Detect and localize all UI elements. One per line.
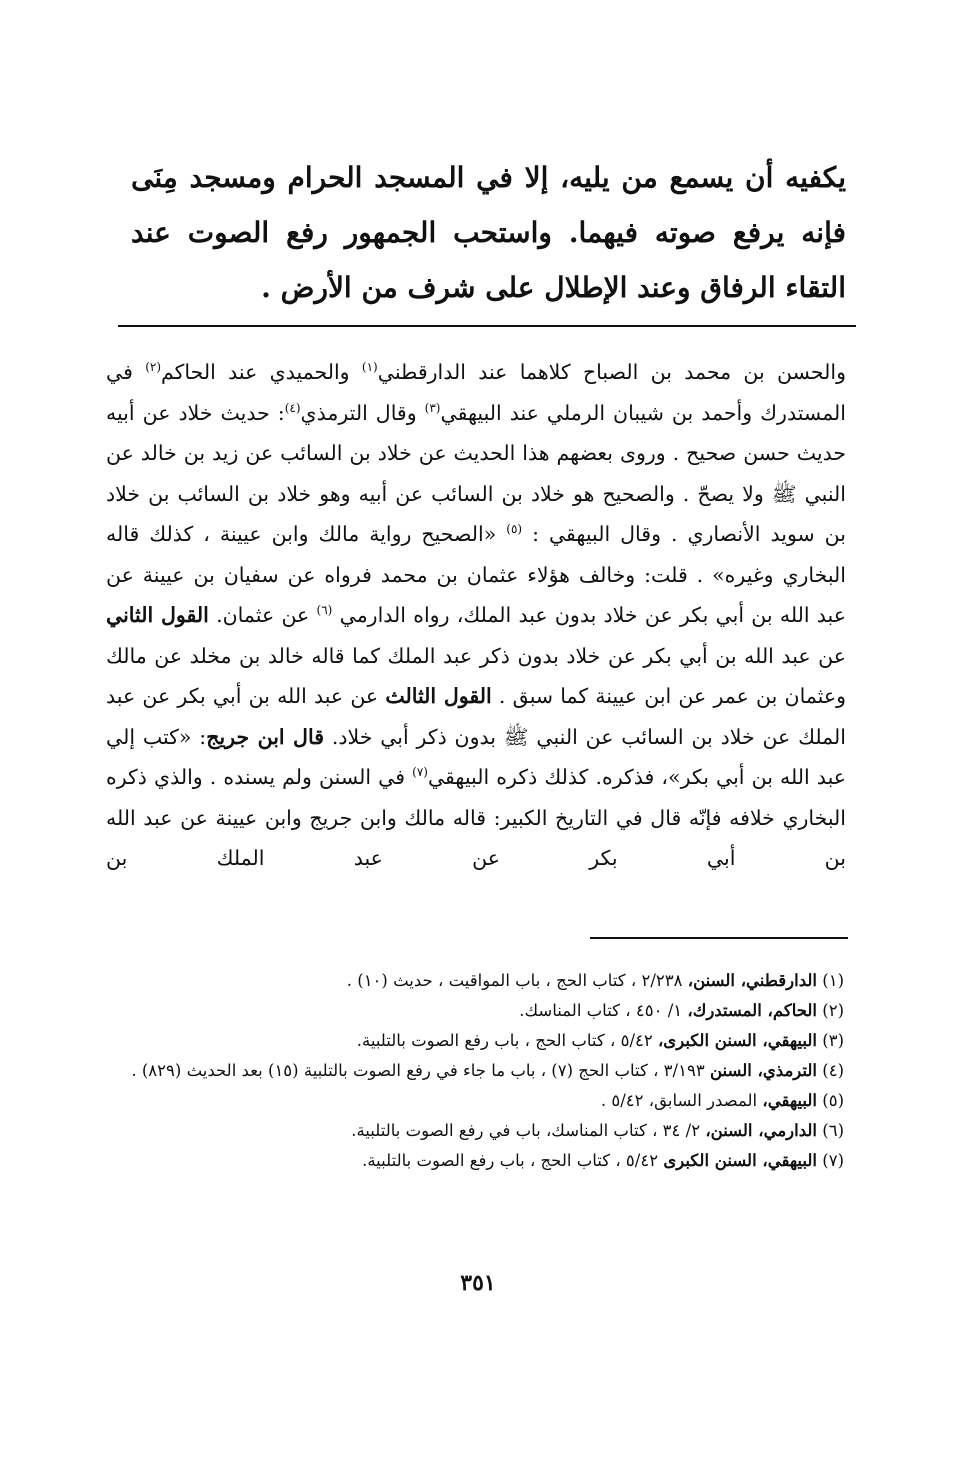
footnote-reference: ٥/٤٢ ، كتاب الحج ، باب رفع الصوت بالتلبية. [356,1031,658,1050]
footnote-marker: (١) [361,360,378,375]
footnote-marker: (٦) [316,603,333,618]
commentary-segment: في السنن ولم يسنده . والذي ذكره البخاري خلافه فإنّه قال في التاريخ الكبير: قاله مالك وابن جريج وابن عيينة عن عبد الله بن أبي بكر عن عبد الملك بن [106,765,846,870]
footnote-number: (٢) [822,1001,844,1020]
footnote-number: (٣) [822,1031,844,1050]
footnote-item [104,966,844,996]
footnote-item [104,1026,844,1056]
commentary-segment: والحسن بن محمد بن الصباح كلاهما عند الدارقطني [377,360,846,384]
footnote-source: الدارمي، السنن، [705,1121,817,1140]
section-divider [118,325,856,327]
footnote-marker: (٣) [424,400,441,415]
footnote-reference: ٢/٢٣٨ ، كتاب الحج ، باب المواقيت ، حديث (١٠) . [346,971,688,990]
footnote-marker: (٤) [284,400,301,415]
footnote-item [104,996,844,1026]
footnote-source: الدارقطني، السنن، [687,971,817,990]
footnote-reference: ٣/١٩٣ ، كتاب الحج (٧) ، باب ما جاء في رفع الصوت بالتلبية (١٥) بعد الحديث (٨٢٩) . [131,1061,710,1080]
footnote-number: (٥) [822,1091,844,1110]
footnote-reference: ٢/ ٣٤ ، كتاب المناسك، باب في رفع الصوت بالتلبية. [351,1121,706,1140]
main-text: يكفيه أن يسمع من يليه، إلا في المسجد الحرام ومسجد مِنَى فإنه يرفع صوته فيهما. واستحب الجمهور رفع الصوت عند التقاء الرفاق وعند الإطلال على شرف من الأرض . [131,161,846,304]
footnote-marker: (٢) [145,360,162,375]
footnote-divider [590,937,848,939]
footnote-number: (٦) [822,1121,844,1140]
footnote-item [104,1086,844,1116]
footnote-reference: ٥/٤٢ ، كتاب الحج ، باب رفع الصوت بالتلبية. [362,1151,664,1170]
bold-quote-attribution: قال ابن جريج [206,724,324,749]
footnote-item [104,1116,844,1146]
footnote-source: البيهقي، السنن الكبرى، [657,1031,817,1050]
footnote-number: (٤) [822,1061,844,1080]
footnote-item [104,1056,844,1086]
commentary-segment: عن عبد الله بن أبي بكر عن عبد الملك عن خلاد بن السائب عن النبي ﷺ بدون ذكر أبي خلاد. [106,684,846,749]
footnote-item [104,1146,844,1176]
footnote-source: البيهقي، [762,1091,817,1110]
footnote-source: الترمذي، السنن [709,1061,817,1080]
section-heading-third-opinion: القول الثالث [385,684,492,708]
footnote-reference: ١/ ٤٥٠ ، كتاب المناسك. [519,1001,688,1020]
section-heading-second-opinion: القول الثاني [106,603,209,627]
footnote-source: البيهقي، السنن الكبرى [663,1151,817,1170]
commentary-segment: : «كتب إلي عبد الله بن أبي بكر»، فذكره. كذلك ذكره البيهقي [106,724,846,789]
footnote-reference: المصدر السابق، ٥/٤٢ . [600,1091,763,1110]
footnotes-list [104,966,844,1176]
footnote-marker: (٧) [412,765,428,780]
commentary-segment: : حديث خلاد عن أبيه حديث حسن صحيح . وروى بعضهم هذا الحديث عن خلاد بن السائب عن زيد بن خالد عن النبي ﷺ ولا يصحّ . والصحيح هو خلاد بن السائب عن أبيه وهو خلاد بن السائب بن خلاد بن سويد الأنصاري . وقال البيهقي : [106,400,846,546]
footnote-source: الحاكم، المستدرك، [687,1001,817,1020]
commentary-segment: عن عثمان. [208,603,317,627]
footnote-number: (٧) [822,1151,844,1170]
commentary-segment: والحميدي عند الحاكم [161,360,362,384]
footnote-marker: (٥) [506,522,523,537]
commentary-text [106,352,846,879]
commentary-segment: وقال الترمذي [300,400,425,425]
page-number: ٣٥١ [460,1270,496,1296]
footnote-number: (١) [822,971,844,990]
commentary-segment: في المستدرك وأحمد بن شيبان الرملي عند البيهقي [106,360,846,425]
commentary-segment: عن عبد الله بن أبي بكر عن خلاد بدون ذكر عبد الملك كما قاله خالد بن مخلد عن مالك وعثمان بن عمر عن ابن عيينة كما سبق . [106,643,846,708]
commentary-segment: «الصحيح رواية مالك وابن عيينة ، كذلك قاله البخاري وغيره» . قلت: وخالف هؤلاء عثمان بن محمد فرواه عن سفيان بن عيينة عن عبد الله بن أبي بكر عن خلاد بدون عبد الملك، رواه الدارمي [106,522,846,627]
